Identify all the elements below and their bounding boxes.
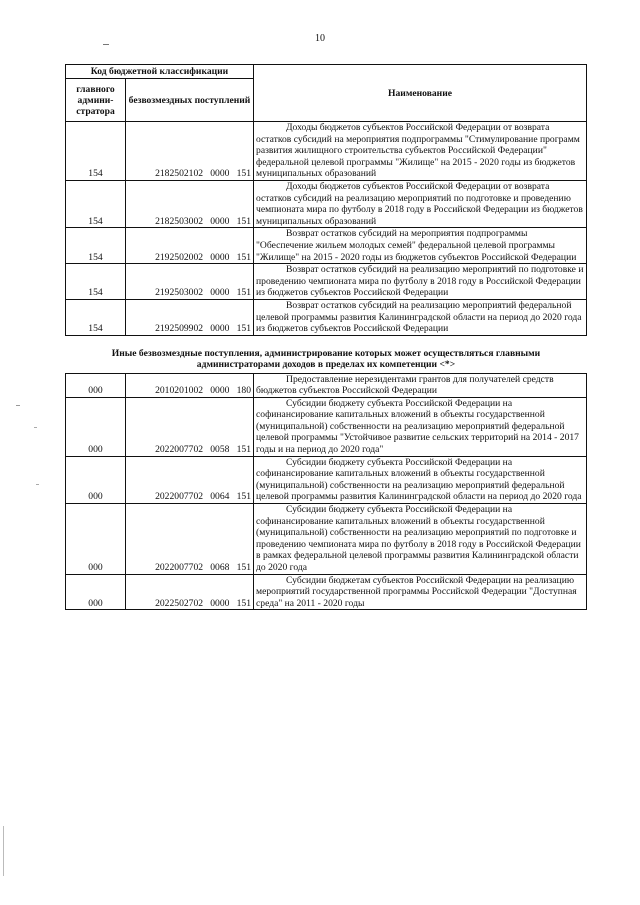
name-cell: [254, 456, 587, 503]
name-text: Субсидии бюджету субъекта Российской Федерации на софинансирование капитальных вложений в объекты государственной (муниципальной) собственности на реализацию мероприятий федеральной целевой программы "Устойчивое развитие сельских территорий на 2014 - 2017 годы и на период до 2020 года": [256, 397, 579, 456]
name-cell: [254, 180, 587, 227]
table-header-row: [66, 65, 587, 79]
revenue-code-cell: 2022502702 0000 151: [126, 574, 254, 610]
admin-code-cell: 000: [66, 456, 126, 503]
revenue-code-cell: 2192502002 0000 151: [126, 228, 254, 264]
table-row: [66, 264, 587, 300]
admin-code-cell: 000: [66, 397, 126, 456]
name-text: Возврат остатков субсидий на реализацию мероприятий федеральной целевой программы развития Калининградской области на период до 2020 года из бюджетов субъектов Российской Федерации: [256, 299, 582, 335]
name-text: Доходы бюджетов субъектов Российской Федерации от возврата остатков субсидий на мероприятия подпрограммы "Стимулирование программ развития жилищного строительства субъектов Российской Федерации" федеральной целевой программы "Жилище" на 2015 - 2020 годы из бюджетов муниципальных образований: [256, 122, 580, 180]
header-budget-classification-code: Код бюджетной классификации: [66, 65, 254, 79]
page-number: 10: [315, 33, 325, 44]
revenue-code-cell: 2022007702 0058 151: [126, 397, 254, 456]
budget-classification-table: [65, 64, 587, 610]
revenue-code-cell: 2010201002 0000 180: [126, 373, 254, 397]
name-text: Возврат остатков субсидий на реализацию мероприятий по подготовке и проведению чемпионата мира по футболу в 2018 году в Российской Федерации из бюджетов субъектов Российской Федерации: [256, 264, 584, 299]
name-cell: [254, 228, 587, 264]
table-row: [66, 397, 587, 456]
name-text: Субсидии бюджетам субъектов Российской Федерации на реализацию мероприятий государственной программы Российской Федерации "Доступная среда" на 2011 - 2020 годы: [256, 574, 577, 609]
scan-artifact-mark: [16, 405, 20, 406]
header-gratuitous-revenue: безвозмездных поступлений: [126, 79, 254, 122]
name-text: Доходы бюджетов субъектов Российской Федерации от возврата остатков субсидий на реализацию мероприятий по подготовке и проведению чемпионата мира по футболу в 2018 году в Российской Федерации из бюджетов муниципальных образований: [256, 180, 583, 227]
revenue-code-cell: 2022007702 0068 151: [126, 504, 254, 575]
table-row: [66, 574, 587, 610]
section-row: [66, 335, 587, 373]
name-text: Субсидии бюджету субъекта Российской Федерации на софинансирование капитальных вложений в объекты государственной (муниципальной) собственности на реализацию мероприятий федеральной целевой программы развития Калининградской области на период до 2020 года: [256, 456, 582, 503]
name-cell: [254, 299, 587, 335]
admin-code-cell: 154: [66, 122, 126, 181]
table-row: [66, 504, 587, 575]
scan-artifact-mark: [34, 427, 37, 428]
revenue-code-cell: 2192503002 0000 151: [126, 264, 254, 300]
name-cell: [254, 122, 587, 181]
name-cell: [254, 397, 587, 456]
name-cell: [254, 373, 587, 397]
revenue-code-cell: 2182503002 0000 151: [126, 180, 254, 227]
table-row: [66, 299, 587, 335]
revenue-code-cell: 2192509902 0000 151: [126, 299, 254, 335]
table-row: [66, 373, 587, 397]
name-cell: [254, 264, 587, 300]
scan-artifact-edge: [3, 826, 4, 876]
table-row: [66, 228, 587, 264]
table-row: [66, 122, 587, 181]
admin-code-cell: 000: [66, 504, 126, 575]
revenue-code-cell: 2182502102 0000 151: [126, 122, 254, 181]
section-title: Иные безвозмездные поступления, администрирование которых может осуществляться главными администраторами доходов в пределах их компетенции <*>: [66, 335, 587, 373]
table-row: [66, 456, 587, 503]
admin-code-cell: 154: [66, 180, 126, 227]
name-text: Предоставление нерезидентами грантов для получателей средств бюджетов субъектов Российской Федерации: [256, 373, 554, 397]
name-text: Возврат остатков субсидий на мероприятия подпрограммы "Обеспечение жильем молодых семей" федеральной целевой программы "Жилище" на 2015 - 2020 годы из бюджетов субъектов Российской Федерации: [256, 228, 577, 263]
admin-code-cell: 154: [66, 228, 126, 264]
name-cell: [254, 574, 587, 610]
header-chief-administrator: главного админи-стратора: [66, 79, 126, 122]
scan-artifact-mark: [36, 484, 39, 485]
header-name: Наименование: [254, 65, 587, 122]
scan-artifact-dash: [103, 44, 109, 45]
table-row: [66, 180, 587, 227]
admin-code-cell: 000: [66, 373, 126, 397]
revenue-code-cell: 2022007702 0064 151: [126, 456, 254, 503]
admin-code-cell: 154: [66, 264, 126, 300]
admin-code-cell: 000: [66, 574, 126, 610]
name-cell: [254, 504, 587, 575]
admin-code-cell: 154: [66, 299, 126, 335]
name-text: Субсидии бюджету субъекта Российской Федерации на софинансирование капитальных вложений в объекты государственной (муниципальной) собственности на реализацию мероприятий по подготовке и проведению чемпионата мира по футболу в 2018 году в Российской Федерации в рамках федеральной целевой программы развития Калининградской области до 2020 года: [256, 504, 581, 573]
